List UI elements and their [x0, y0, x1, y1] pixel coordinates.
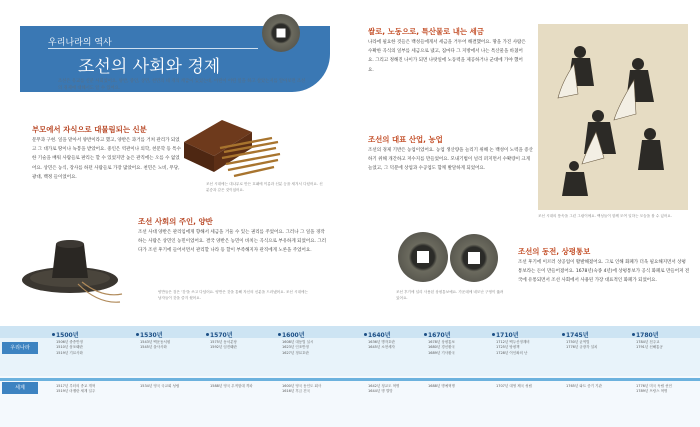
timeline-marker [562, 333, 565, 336]
timeline-marker [278, 333, 281, 336]
coin-icon [398, 232, 448, 282]
timeline-world-event: 1765년 와트 증기 기관 [566, 384, 602, 388]
timeline-korea-event: 1784년 천주교 1791년 신해통공 [636, 340, 663, 350]
gat-hat-image [18, 222, 130, 306]
timeline-year: 1500년 [56, 332, 79, 339]
timeline-row-label-world: 세계 [2, 382, 38, 394]
painting-caption: 조선 시대의 풍속을 그린 그림이에요. 백성들이 함께 모여 일하는 모습을 볼 수 있어요. [538, 214, 673, 218]
timeline-marker [364, 333, 367, 336]
timeline-korea-event: 1712년 백두산정계비 1725년 탕평책 1728년 이인좌의 난 [496, 340, 530, 355]
timeline-year: 1670년 [428, 332, 451, 339]
timeline-world-event: 1534년 영국 국교회 성립 [140, 384, 180, 388]
section-heading: 조선 사회의 주인, 양반 [138, 217, 213, 226]
gat-caption: 양반들은 검은 '갓'을 쓰고 다녔어요. 양반은 갓을 통해 자신의 신분을 드러냈어요. 조선 시대에는 남자들이 갓을 즐겨 썼어요. [158, 290, 308, 300]
coin-caption: 조선 후기에 널리 사용된 상평통보예요. 가운데에 네모난 구멍이 뚫려 있어요. [396, 290, 504, 300]
timeline-korea-event: 1575년 동서분당 1592년 임진왜란 [210, 340, 237, 350]
hopae-box-image [178, 112, 282, 182]
section-text: 나라에 필요한 것들은 백성들에게서 세금을 거두어 해결했어요. 땅을 가진 사람은 수확한 곡식의 일부를 세금으로 냈고, 집마다 그 지방에서 나는 특산물을 바쳤어요. 그리고 정해진 나이가 되면 나랏일에 노동력을 제공하거나 군대에 가야 했어요. [368, 40, 526, 73]
timeline-korea-event: 1608년 대동법 실시 1623년 인조반정 1627년 정묘호란 [282, 340, 314, 355]
timeline-korea-event: 1506년 중종반정 1510년 삼포왜란 1519년 기묘사화 [56, 340, 83, 355]
timeline-world-event: 1688년 명예혁명 [428, 384, 455, 388]
coin-icon [450, 234, 498, 282]
timeline-world-event: 1776년 미국 독립 선언 1789년 프랑스 혁명 [636, 384, 672, 394]
section-text: 문무과 구현. 일을 맡아서 양반이라고 했고, 양반은 과거를 거쳐 관리가 되었고 그 대가로 땅이나 녹봉을 받았어요. 중인은 역관이나 의학, 천문학 등 특수한 기술을 배워 사람들로 판리는 할 수 있었지만 높은 관직에는 오를 수 없었어요. 상민은 농식, 장사를 하던 사람들로 가장 많았어요. 천민은 노비, 무당, 광대, 백정 들이었어요. [32, 138, 182, 180]
section-heading: 쌀로, 노동으로, 특산물로 내는 세금 [368, 27, 484, 36]
section-heading: 조선의 대표 산업, 농업 [368, 135, 443, 144]
intro-text: 조선은 유교를 신분 사회였어요. 양반, 중인, 상민, 천민의 네 개의 계급이 있었는데, 어떤이 어떤 일을 하고 살았는지를 알아보면 조선의 경제에 대해서도 알 수 있어요. [58, 79, 306, 91]
timeline-marker [424, 333, 427, 336]
timeline-world-event: 1600년 영국 동인도 회사 1616년 후금 건국 [282, 384, 322, 394]
timeline-world-event: 1588년 영국 무적함대 격파 [210, 384, 253, 388]
timeline-row-label-korea: 우리나라 [2, 342, 38, 354]
coin-icon [262, 14, 300, 52]
timeline-marker [492, 333, 495, 336]
timeline-marker [136, 333, 139, 336]
timeline-year: 1570년 [210, 332, 233, 339]
timeline-year: 1745년 [566, 332, 589, 339]
section-heading: 조선의 동전, 상평통보 [518, 247, 591, 256]
section-text: 조선 사대 양반은 관리임에게 향해서 세금을 거둘 수 있는 권리를 주었어요. 그러나 그 일을 경작하는 사람은 상민인 농민이었어요. 결국 양반은 농민이 바치는 곡식으로 부유하게 되었어요. 그러다가 조선 후기에 들어서면서 관리할 나라 등 할이 부족해지자 관직에게 노론을 주었어요. [138, 230, 327, 254]
timeline-korea-event: 1678년 상평통보 1680년 경신환국 1689년 기사환국 [428, 340, 455, 355]
timeline-world-event: 1642년 청교도 혁명 1644년 명 멸망 [368, 384, 400, 394]
section-heading: 부모에서 자식으로 대물림되는 신분 [32, 125, 147, 134]
timeline-year: 1780년 [636, 332, 659, 339]
banner-divider [48, 48, 258, 49]
timeline-marker [52, 333, 55, 336]
section-title: 우리나라의 역사 [48, 38, 112, 48]
genre-painting-image [538, 24, 688, 210]
timeline-axis [0, 378, 700, 381]
timeline-marker [632, 333, 635, 336]
timeline-korea-event: 1636년 병자호란 1645년 소현세자 [368, 340, 395, 350]
timeline-world-event: 1707년 대영 제국 성립 [496, 384, 532, 388]
timeline-year: 1640년 [368, 332, 391, 339]
hopae-caption: 조선 시대에는 대나무로 만든 호패에 이름과 신분 등을 새겨서 다녔어요. 신분증과 같은 것이었어요. [206, 182, 323, 192]
timeline-year: 1600년 [282, 332, 305, 339]
timeline-world-event: 1517년 루터의 종교 개혁 1519년 마젤란 세계 일주 [56, 384, 96, 394]
timeline-korea-event: 1750년 균역법 1776년 규장각 설치 [566, 340, 598, 350]
timeline-marker [206, 333, 209, 336]
chapter-title: 조선의 사회와 경제 [78, 57, 221, 77]
timeline-korea-event: 1543년 백운동서원 1545년 을사사화 [140, 340, 171, 350]
timeline-year: 1710년 [496, 332, 519, 339]
timeline-header-band [0, 326, 700, 338]
timeline-year: 1530년 [140, 332, 163, 339]
section-text: 조선의 경제 기반은 농업이었어요. 농업 생산량을 늘리기 위해 논 백성이 노력을 증산하기 위해 개간하고 저수지를 만들었어요. 모내기법이 널리 퍼지면서 수확량이 크게 늘었고, 그 덕분에 상업과 수공업도 함께 발달하게 되었어요. [368, 148, 533, 172]
section-text: 조선 후기에 이르러 상공업이 활발해졌어요. 그로 인해 화폐가 더욱 필요해지면서 상평통보라는 돈이 만들어졌어요. 1678년(숙종 4년)에 상평통보가 공식 화폐로 만들어져 전국에 유통되면서 조선 사회에서 사용된 가장 대표적인 화폐가 되었어요. [518, 260, 690, 284]
